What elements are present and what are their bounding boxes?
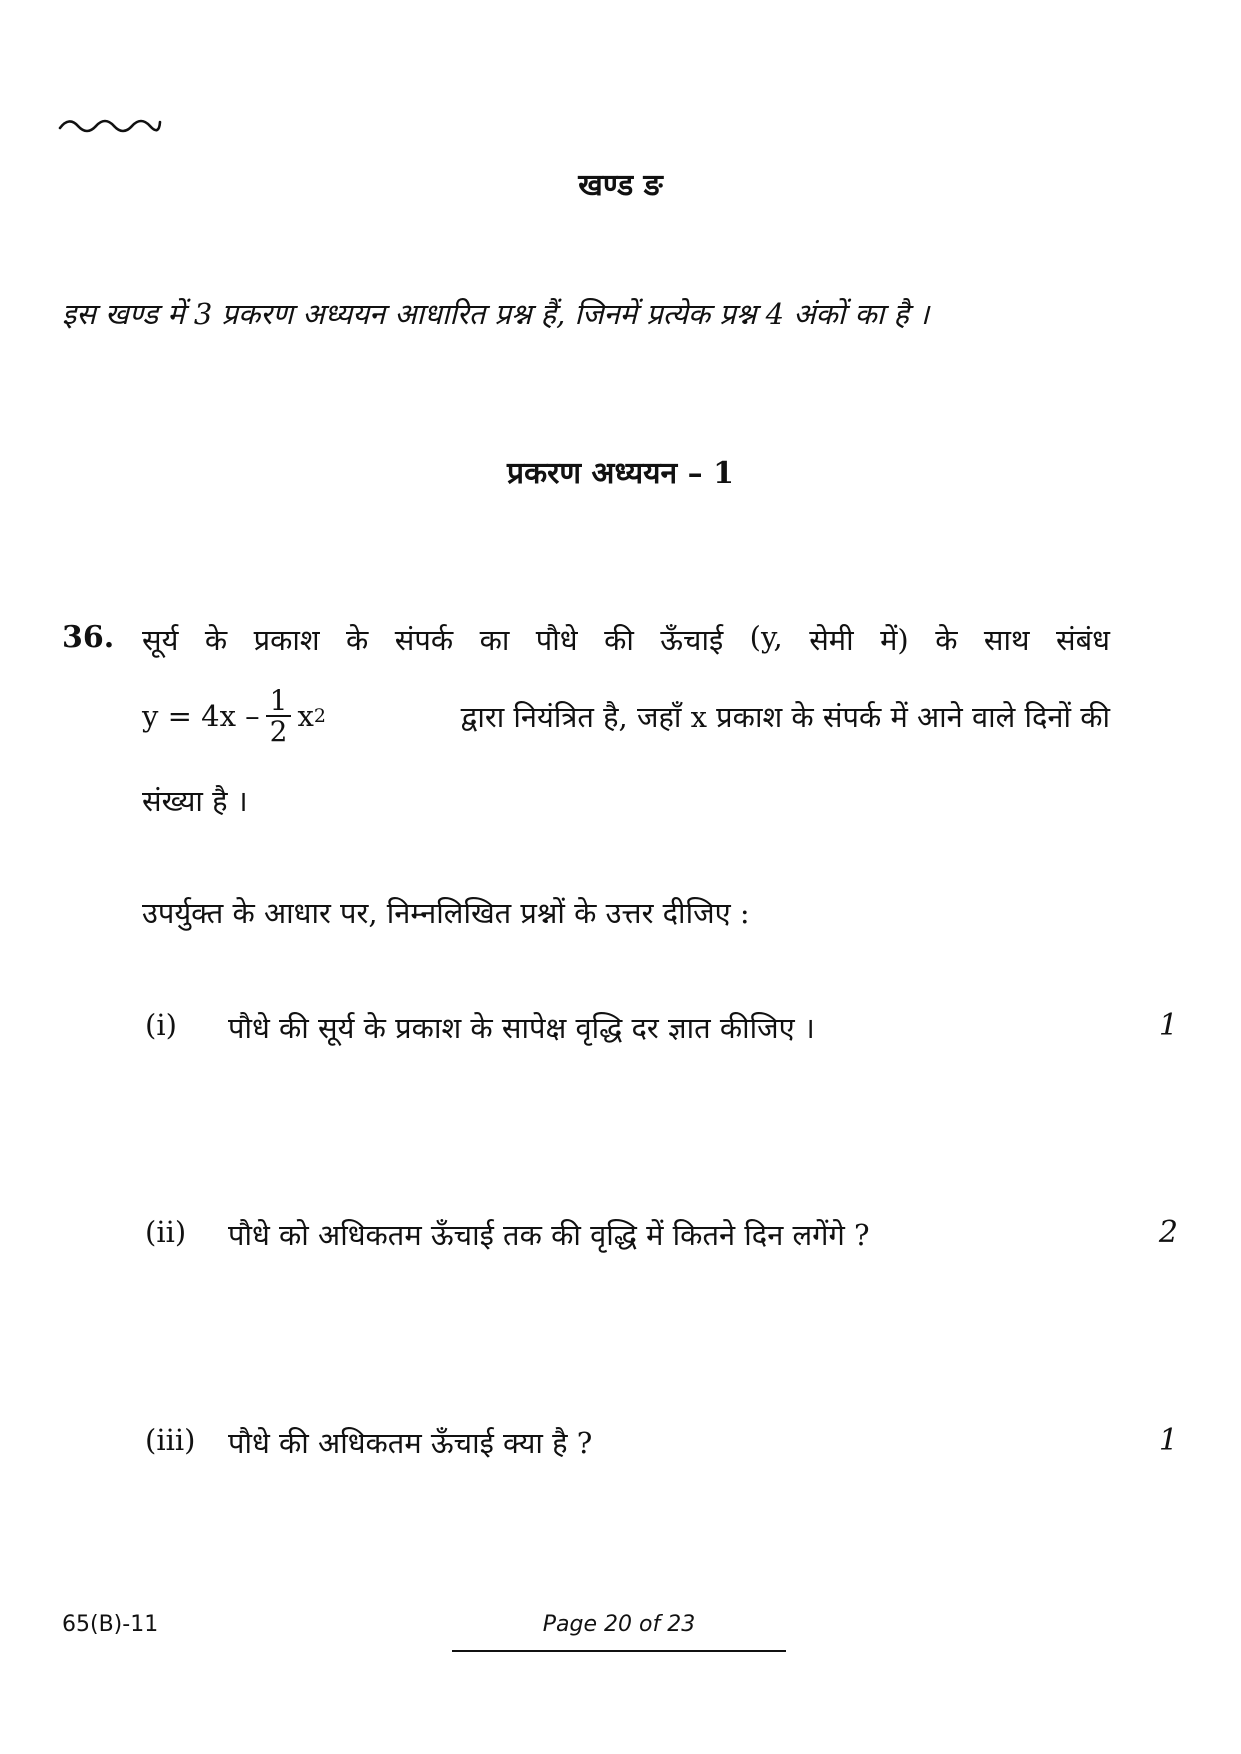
paper-code: 65(B)-11 — [62, 1612, 159, 1637]
sub-question-label: (i) — [145, 1008, 177, 1042]
question-word: संबंध — [1056, 623, 1110, 657]
question-word: सूर्य — [142, 623, 179, 657]
sub-question-label: (iii) — [145, 1423, 196, 1457]
marks-value: 2 — [1158, 1215, 1178, 1250]
question-word: सेमी — [809, 623, 854, 657]
question-word: के — [204, 623, 228, 657]
sub-question-label: (ii) — [145, 1215, 187, 1249]
question-number: 36. — [62, 620, 115, 655]
question-word: साथ — [983, 623, 1030, 657]
case-study-title: प्रकरण अध्ययन – 1 — [507, 456, 734, 491]
question-word: प्रकाश — [253, 623, 320, 657]
question-word: ऊँचाई — [660, 623, 724, 657]
question-word: की — [604, 623, 634, 657]
fraction — [266, 686, 292, 747]
fraction-denominator: 2 — [269, 715, 288, 749]
page-number: Page 20 of 23 — [542, 1612, 696, 1637]
sub-question-text: पौधे की सूर्य के प्रकाश के सापेक्ष वृद्धि दर ज्ञात कीजिए । — [228, 1011, 815, 1045]
question-word: संपर्क — [394, 623, 454, 657]
question-word: के — [346, 623, 369, 657]
section-instruction: इस खण्ड में 3 प्रकरण अध्ययन आधारित प्रश्न हैं, जिनमें प्रत्येक प्रश्न 4 अंकों का है । — [62, 297, 930, 331]
sub-question-text: पौधे को अधिकतम ऊँचाई तक की वृद्धि में कितने दिन लगेंगे ? — [228, 1218, 870, 1252]
question-word: में) — [880, 623, 909, 657]
sub-question-text: पौधे की अधिकतम ऊँचाई क्या है ? — [228, 1426, 593, 1460]
question-word: (y, — [749, 620, 783, 654]
marks-value: 1 — [1158, 1008, 1178, 1043]
question-line-2-text: द्वारा नियंत्रित है, जहाँ x प्रकाश के संपर्क में आने वाले दिनों की — [460, 699, 1110, 734]
footer-divider — [452, 1650, 786, 1652]
fraction-numerator: 1 — [266, 686, 292, 717]
section-title: खण्ड ङ — [578, 168, 663, 203]
question-line-3: संख्या है । — [142, 784, 248, 818]
question-line-1 — [142, 620, 1110, 659]
question-word: का — [479, 623, 510, 657]
equation-variable: x — [297, 699, 314, 734]
marks-value: 1 — [1158, 1423, 1178, 1458]
question-word: पौधे — [535, 623, 578, 657]
question-word: के — [935, 623, 958, 657]
wave-mark-icon — [58, 112, 162, 140]
equation-exponent: 2 — [313, 705, 326, 728]
equation-lhs: y = 4x – — [142, 699, 260, 734]
question-lead-in: उपर्युक्त के आधार पर, निम्नलिखित प्रश्नों के उत्तर दीजिए : — [142, 896, 750, 930]
equation — [142, 686, 326, 747]
question-line-2 — [142, 686, 1110, 747]
